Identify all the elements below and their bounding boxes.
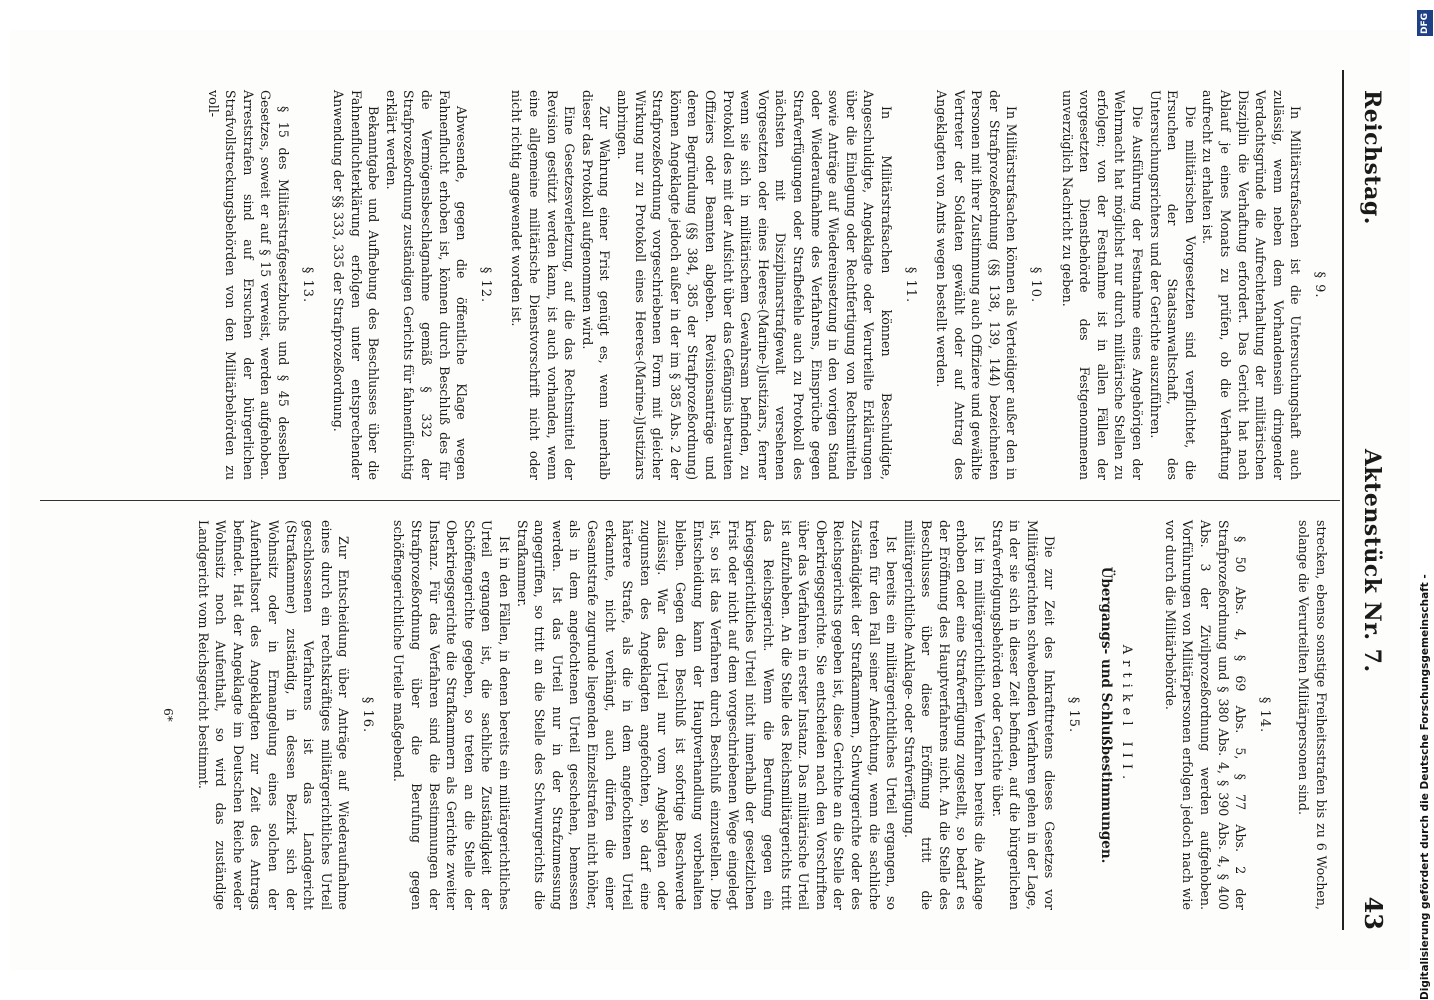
section-13-title: § 13. — [299, 266, 315, 304]
continued-paragraph: strecken, ebenso sonstige Freiheitsstrafen bis zu 6 Wochen, solange die Verurteilten Militärpersonen sind. — [1296, 520, 1329, 910]
section-11-paragraph: Zur Wahrung einer Frist genügt es, wenn innerhalb dieser das Protokoll aufgenommen wird. — [579, 90, 613, 480]
article-title: Artikel III. — [1119, 644, 1135, 786]
section-15-paragraph: Ist in den Fällen, in denen bereits ein militärgerichtliches Urteil ergangen ist, die sachliche Zuständigkeit der Schöffengerichte gegeben, so treten an die Stelle der Oberkriegsgerichte die Strafkammern als Gerichte zweiter Instanz. Für das Verfahren sind die Bestimmungen der Strafprozeßordnung über die Berufung gegen schöffengerichtliche Urteile maßgebend. — [391, 520, 513, 910]
digitization-note: Digitalisierung gefördert durch die Deutsche Forschungsgemeinschaft - — [1419, 574, 1431, 1000]
column-divider — [40, 500, 1340, 501]
section-11-paragraph: In Militärstrafsachen können Beschuldigte, Angeschuldigte, Angeklagte oder Verurteilte Erklärungen über die Einlegung oder Rechtfertigung von Rechtsmitteln sowie Anträge auf Wiedereinsetzung in den vorigen Stand oder Wiederaufnahme des Verfahrens, Einsprüche gegen Strafverfügungen oder Strafbefehle auch zu Protokoll des nächsten mit Disziplinarstrafgewalt versehenen Vorgesetzten oder eines Heeres-(Marine-)Justiziars, ferner wenn sie sich in militärischem Gewahrsam befinden, zu Protokoll des mit der Aufsicht über das Gefängnis betrauten Offiziers oder Beamten abgeben. Revisionsanträge und deren Begründung (§§ 384, 385 der Strafprozeßordnung) können Angeklagte jedoch außer in der im § 385 Abs. 2 der Strafprozeßordnung vorgeschriebenen Form mit gleicher Wirkung nur zu Protokoll eines Heeres-(Marine-)Justiziars anbringen. — [615, 90, 894, 480]
section-13-paragraph: § 15 des Militärstrafgesetzbuchs und § 45 desselben Gesetzes, soweit er auf § 15 verweist, werden aufgehoben. Arreststrafen sind auf Ersuchen der bürgerlichen Strafvollstreckungsbehörden von den Militärbehörden zu voll- — [205, 90, 291, 480]
section-12-title: § 12. — [477, 266, 493, 304]
right-column — [158, 520, 1330, 910]
section-15-paragraph: Ist im militärgerichtlichen Verfahren bereits die Anklage erhoben oder eine Strafverfügung zugestellt, so bedarf es der Eröffnung des Hauptverfahrens nicht. An die Stelle des Beschlusses über diese Eröffnung tritt die militärgerichtliche Anklage- oder Strafverfügung. — [901, 520, 988, 910]
section-15-paragraph: Ist bereits ein militärgerichtliches Urteil ergangen, so treten für den Fall seiner Anfechtung, wenn die sachliche Zuständigkeit der Strafkammern, Schwurgerichte oder des Reichsgerichts gegeben ist, diese Gerichte an die Stelle der Oberkriegsgerichte. Sie entscheiden nach den Vorschriften über das Verfahren in erster Instanz. Das militärische Urteil ist aufzuheben. An die Stelle des Reichsmilitärgerichts tritt das Reichsgericht. Wenn die Berufung gegen ein kriegsgerichtliches Urteil nicht innerhalb der gesetzlichen Frist oder nicht auf dem vorgeschriebenen Wege eingelegt ist, so ist das Verfahren durch Beschluß einzustellen. Die Entscheidung kann der Hauptverhandlung vorbehalten bleiben. Gegen den Beschluß ist sofortige Beschwerde zulässig. War das Urteil nur vom Angeklagten oder zugunsten des Angeklagten angefochten, so darf eine härtere Strafe, als die in dem angefochtenen Urteil erkannte, nicht verhängt, auch dürfen die einer Gesamtstrafe zugrunde liegenden Einzelstrafen nicht höher, als in dem angefochtenen Urteil geschehen, bemessen werden. Ist das Urteil nur in der Strafzumessung angegriffen, so tritt an die Stelle des Schwurgerichts die Strafkammer. — [514, 520, 900, 910]
section-11-paragraph: Eine Gesetzesverletzung, auf die das Rechtsmittel der Revision gestützt werden kann, ist auch vorhanden, wenn eine allgemeine militärische Dienstvorschrift nicht oder nicht richtig angewendet worden ist. — [509, 90, 578, 480]
signature-mark: 6* — [160, 708, 175, 722]
section-9-paragraph: Die Ausführung der Festnahme eines Angehörigen der Wehrmacht hat möglichst nur durch militärische Stellen zu erfolgen; von der Festnahme ist in allen Fällen der vorgesetzten Dienstbehörde des Festgenommenen unverzüglich Nachricht zu geben. — [1059, 90, 1146, 480]
section-12-paragraph: Bekanntgabe und Aufhebung des Beschlusses über die Fahnenfluchterklärung erfolgen unter entsprechender Anwendung der §§ 333, 335 der Strafprozeßordnung. — [331, 90, 382, 480]
section-10-paragraph: In Militärstrafsachen können als Verteidiger außer den in der Strafprozeßordnung (§§ 138, 139, 144) bezeichneten Personen mit ihrer Zustimmung auch Offiziere und gewählte Vertreter der Soldaten gewählt oder auf Antrag des Angeklagten von Amts wegen bestellt werden. — [934, 90, 1020, 480]
section-15-title: § 15. — [1066, 696, 1082, 734]
section-15-paragraph: Die zur Zeit des Inkrafttretens dieses Gesetzes vor Militärgerichten schwebenden Verfahren gehen in der Lage, in der sie sich in dieser Zeit befinden, auf die bürgerlichen Strafverfolgungsbehörden oder Gerichte über. — [989, 520, 1058, 910]
section-11-title: § 11. — [902, 266, 918, 304]
section-14-title: § 14. — [1256, 696, 1272, 734]
section-9-paragraph: Die militärischen Vorgesetzten sind verpflichtet, die Ersuchen der Staatsanwaltschaft, des Untersuchungsrichters und der Gerichte auszuführen. — [1147, 90, 1198, 480]
section-9-title: § 9. — [1312, 271, 1327, 299]
header-document-number: Aktenstück Nr. 7. — [1359, 448, 1385, 673]
header-reichstag: Reichstag. — [1359, 90, 1385, 225]
dfg-logo: DFG — [1417, 10, 1433, 36]
section-12-paragraph: Abwesende, gegen die öffentliche Klage wegen Fahnenflucht erhoben ist, können durch Beschluß des für die Vermögensbeschlagnahme gemäß § 332 der Strafprozeßordnung zuständigen Gerichts für fahnenflüchtig erklärt werden. — [383, 90, 470, 480]
header-rule — [1342, 70, 1344, 930]
page-header — [1348, 90, 1388, 930]
section-9-paragraph: In Militärstrafsachen ist die Untersuchungshaft auch zulässig, wenn neben dem Vorhandensein dringender Verdachtsgründe die Aufrechterhaltung der militärischen Disziplin die Verhaftung erfordert. Das Gericht hat nach Ablauf je eines Monats zu prüfen, ob die Verhaftung aufrecht zu erhalten ist. — [1200, 90, 1304, 480]
left-column — [204, 90, 1330, 480]
section-16-title: § 16. — [359, 696, 375, 734]
section-14-paragraph: § 50 Abs. 4, § 69 Abs. 5, § 77 Abs. 2 der Strafprozeßordnung und § 380 Abs. 4, § 390 Abs. 4, § 400 Abs. 3 der Zivilprozeßordnung werden aufgehoben. Vorführungen von Militärpersonen erfolgen jedoch nach wie vor durch die Militärbehörde. — [1162, 520, 1249, 910]
section-10-title: § 10. — [1028, 266, 1044, 304]
section-16-paragraph: Zur Entscheidung über Anträge auf Wiederaufnahme eines durch ein rechtskräftiges militärgerichtliches Urteil geschlossenen Verfahrens ist das Landgericht (Strafkammer) zuständig, in dessen Bezirk sich der Wohnsitz oder in Ermangelung eines solchen der Aufenthaltsort des Angeklagten zur Zeit des Antrags befindet. Hat der Angeklagte im Deutschen Reiche weder Wohnsitz noch Aufenthalt, so wird das zuständige Landgericht vom Reichsgericht bestimmt. — [195, 520, 352, 910]
page-number: 43 — [1359, 896, 1388, 930]
article-subtitle: Übergangs- und Schlußbestimmungen. — [1097, 566, 1114, 864]
document-page — [10, 30, 1410, 970]
